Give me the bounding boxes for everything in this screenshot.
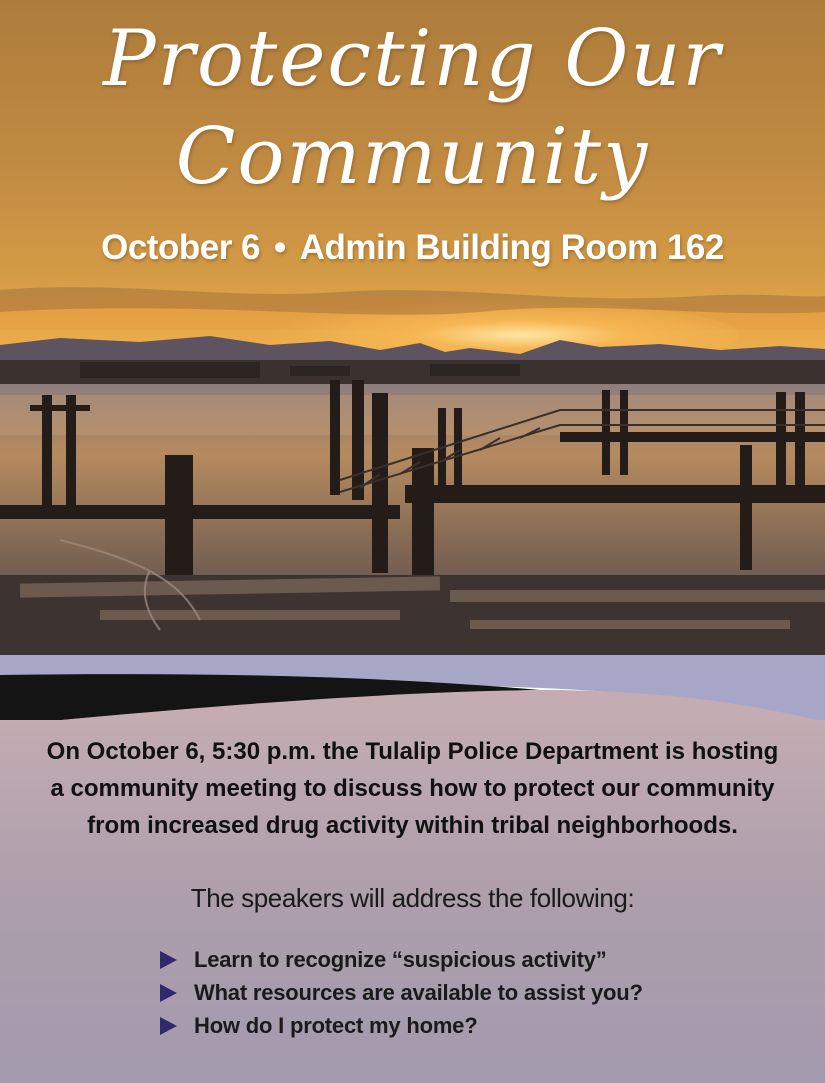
list-item-text: What resources are available to assist you? — [194, 980, 643, 1005]
list-item-text: How do I protect my home? — [194, 1013, 478, 1038]
event-location: Admin Building Room 162 — [299, 228, 724, 267]
right-triangle-bullet-icon — [160, 984, 177, 1002]
right-triangle-bullet-icon — [160, 1017, 177, 1035]
intro-line: On October 6, 5:30 p.m. the Tulalip Police Department is hosting — [46, 738, 779, 765]
list-item — [160, 976, 643, 1009]
speakers-lead: The speakers will address the following: — [190, 883, 635, 913]
list-item-text: Learn to recognize “suspicious activity” — [194, 947, 607, 972]
intro-paragraph — [30, 733, 795, 844]
list-item — [160, 1009, 643, 1042]
topic-list — [160, 943, 643, 1042]
title-line-2: Community — [175, 112, 650, 202]
event-date-location — [0, 228, 825, 268]
separator-bullet: • — [274, 228, 286, 267]
intro-line: a community meeting to discuss how to protect our community — [50, 775, 775, 802]
right-triangle-bullet-icon — [160, 951, 177, 969]
event-date: October 6 — [101, 228, 261, 267]
list-item — [160, 943, 643, 976]
intro-line: from increased drug activity within tribal neighborhoods. — [87, 812, 738, 839]
title-line-1: Protecting Our — [103, 14, 722, 104]
